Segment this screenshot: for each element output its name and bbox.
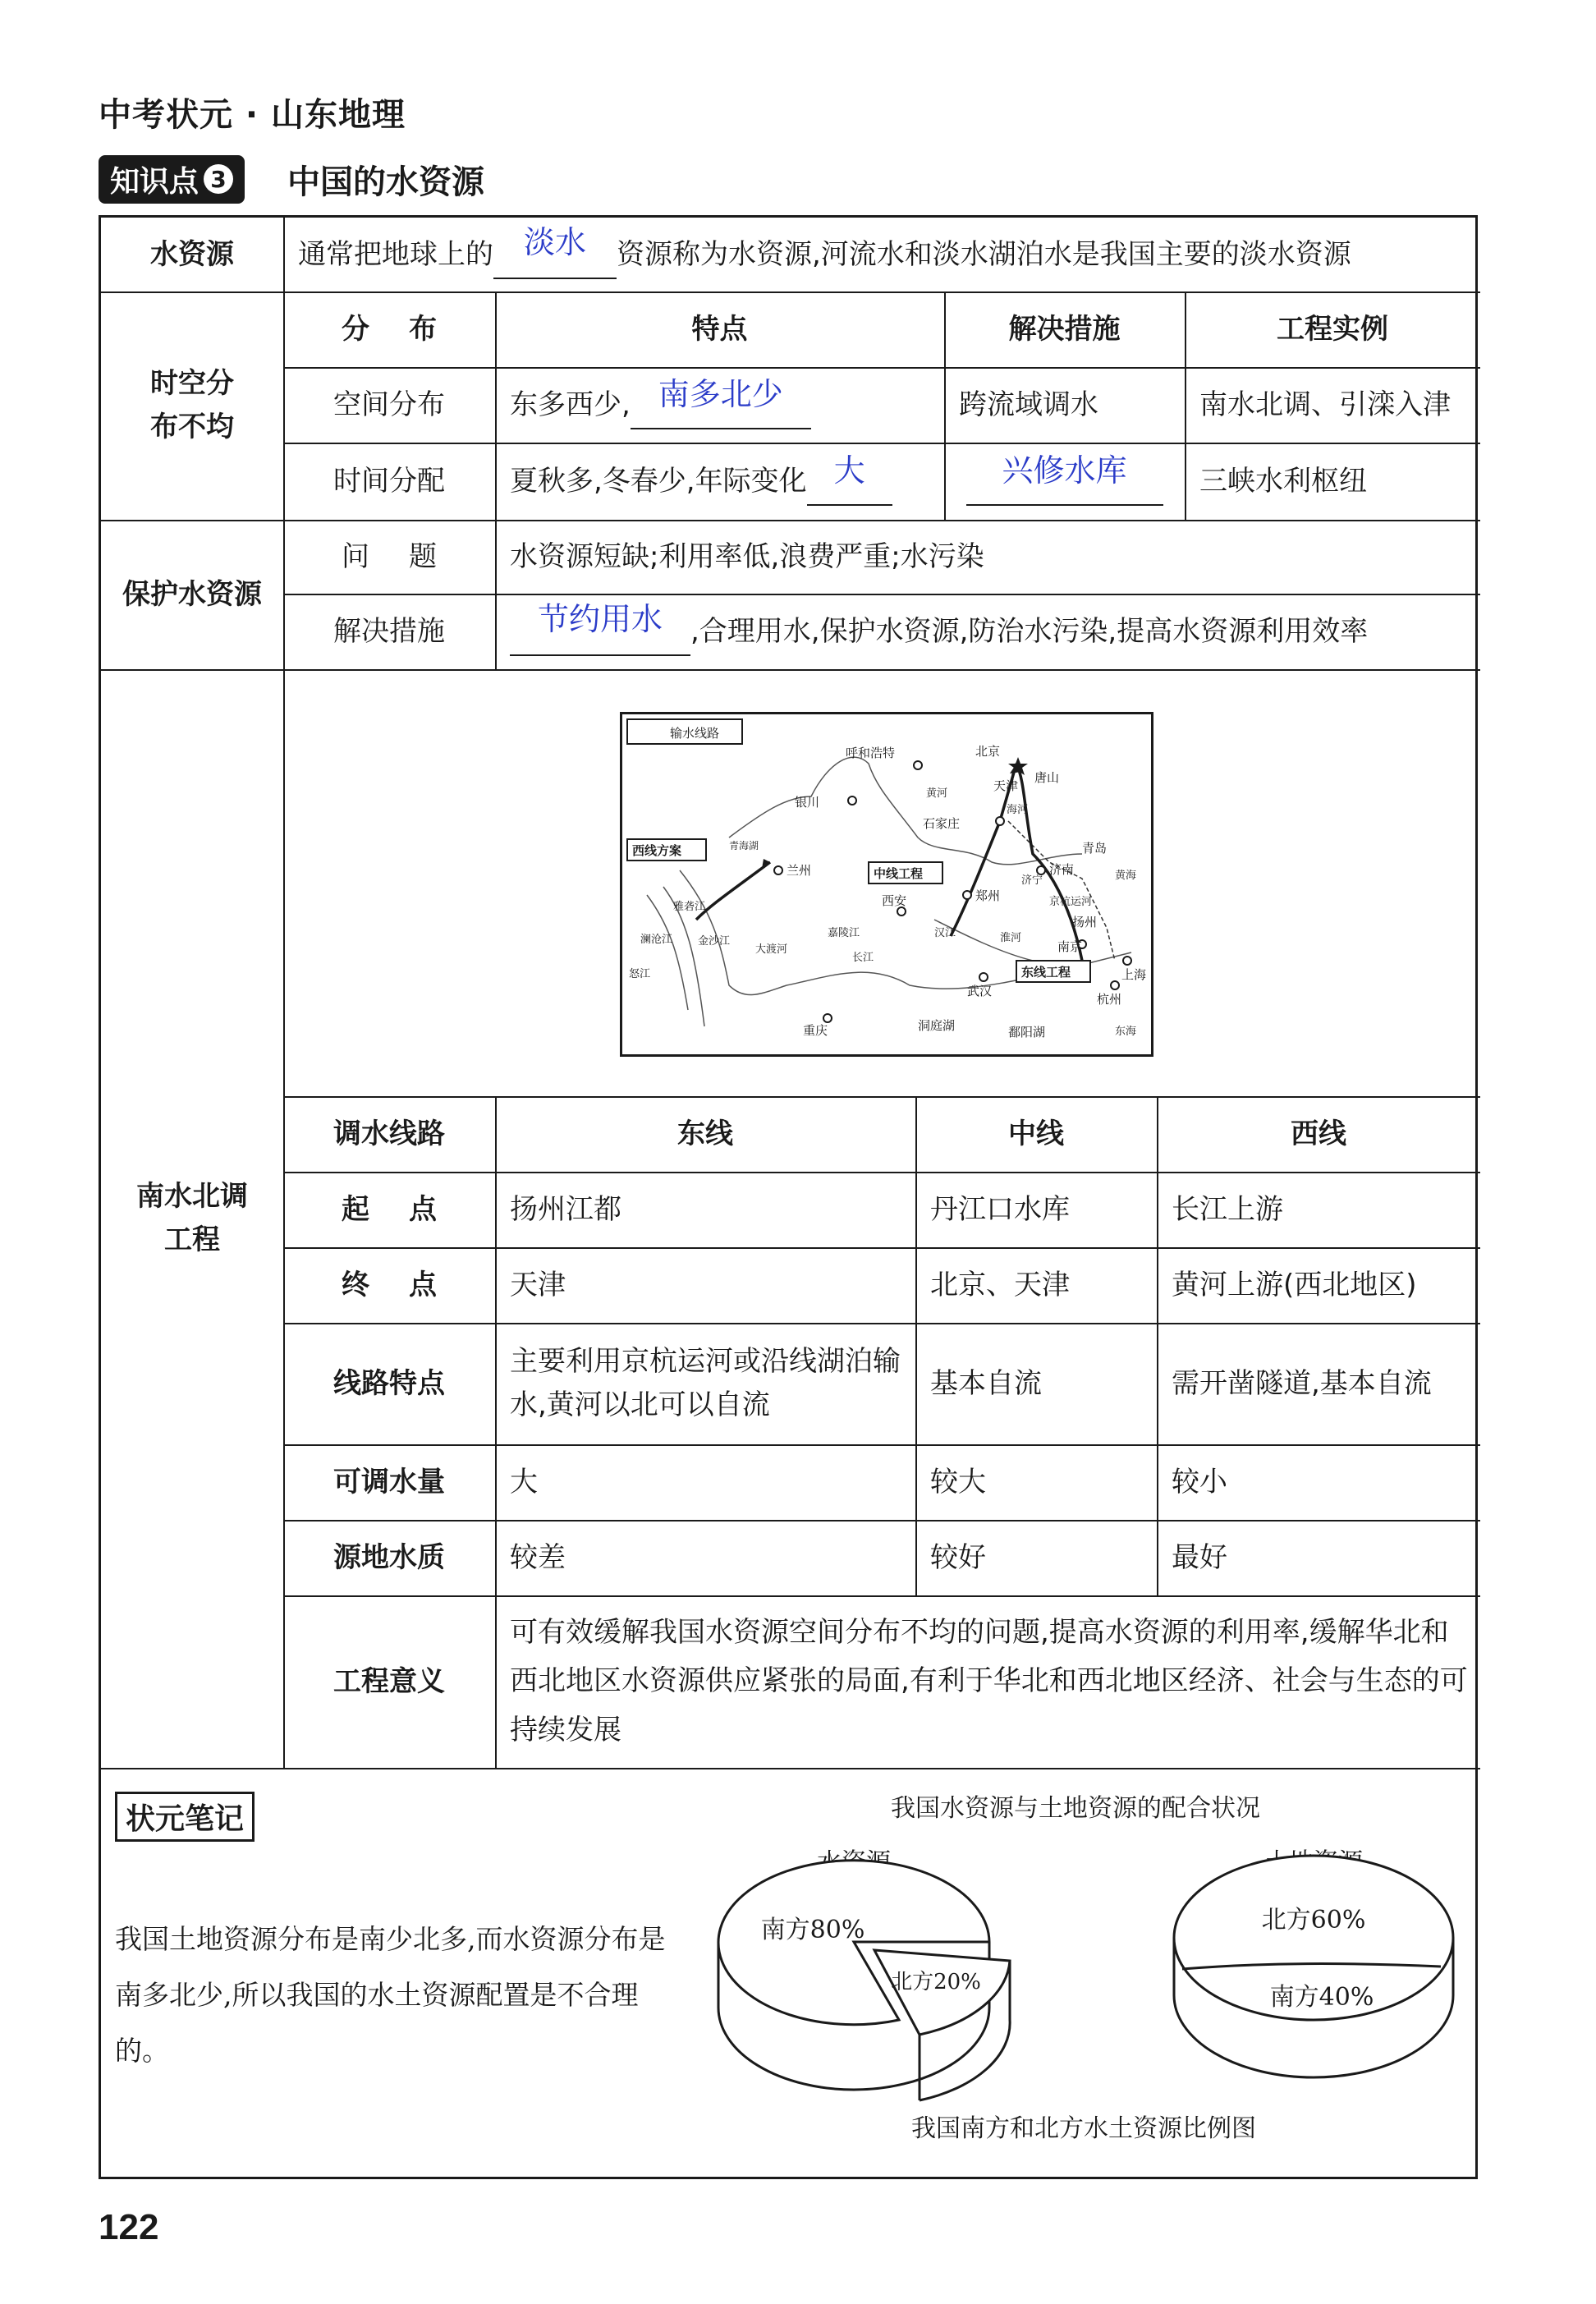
water-resources-label: 水资源 [150,237,234,271]
map-label-huai: 淮河 [1000,932,1022,944]
definition-text-after: 资源称为水资源,河流水和淡水湖泊水是我国主要的淡水资源 [617,237,1351,271]
problem-text: 水资源短缺;利用率低,浪费严重;水污染 [510,539,984,573]
city-dot-hohhot [914,761,922,769]
section-badge [99,155,245,204]
start-middle: 丹江口水库 [930,1192,1070,1226]
start-west: 长江上游 [1172,1192,1283,1226]
west-route-line [696,862,770,920]
transfer-label [101,669,283,1768]
city-dot-hangzhou [1111,981,1119,989]
section-number: 3 [204,164,233,194]
distribution-label-text: 时空分布不均 [150,367,234,443]
city-dot-chongqing [823,1014,832,1022]
map-label-chongqing: 重庆 [803,1023,828,1038]
problem-label: 问题 [342,539,476,573]
map-label-xian: 西安 [882,893,907,908]
map-label-poyang: 鄱阳湖 [1008,1025,1046,1040]
distribution-header-1: 特点 [691,312,748,346]
map-label-nanjing: 南京 [1057,939,1083,954]
water-south-value: 南方80% [760,1916,865,1944]
row-quality-label: 源地水质 [333,1540,445,1574]
note-tag: 状元笔记 [115,1792,255,1842]
temporal-feature-text: 夏秋多,冬春少,年际变化 [510,464,807,498]
map-label-yellow-river: 黄河 [926,787,948,800]
start-east: 扬州江都 [510,1192,621,1226]
significance-text: 可有效缓解我国水资源空间分布不均的问题,提高水资源的利用率,缓解华北和西北地区水资源供应紧张的局面,有利于华北和西北地区经济、社会与生态的可持续发展 [510,1615,1468,1746]
solution-text-body: ,合理用水,保护水资源,防治水污染,提高水资源利用效率 [690,614,1369,648]
distribution-header-2: 解决措施 [1008,312,1121,346]
map-label-east-sea: 东海 [1115,1026,1137,1038]
quality-east: 较差 [510,1540,566,1574]
solution-text [495,594,1480,669]
end-west: 黄河上游(西北地区) [1172,1268,1417,1301]
map-label-lanzhou: 兰州 [787,863,812,878]
map-label-yangtze: 长江 [852,952,874,964]
section-title: 中国的水资源 [287,163,485,201]
spatial-feature-answer: 南多北少 [658,375,783,412]
map-label-jinsha: 金沙江 [698,935,731,948]
spatial-example: 南水北调、引滦入津 [1199,388,1451,421]
map-label-yangzhou: 扬州 [1072,915,1098,929]
city-dot-lanzhou [774,866,782,874]
land-pie [1174,1856,1453,2077]
spatial-feature [495,367,944,443]
row-volume-label: 可调水量 [333,1465,445,1499]
definition-answer: 淡水 [523,223,586,260]
map-label-hohhot: 呼和浩特 [846,746,896,760]
map-label-grand-canal: 京杭运河 [1049,896,1093,908]
row-start-label: 起点 [342,1192,476,1226]
volume-west: 较小 [1172,1465,1227,1499]
end-middle: 北京、天津 [930,1268,1070,1301]
spatial-feature-text: 东多西少, [510,388,631,421]
temporal-feature-answer: 大 [833,452,865,489]
map-legend-label: 输水线路 [670,726,720,741]
map-label-tianjin: 天津 [993,778,1019,793]
city-dot-jinan [1037,866,1045,874]
transfer-header-0: 调水线路 [333,1117,445,1150]
map-label-qingdao: 青岛 [1082,841,1108,856]
note-text: 我国土地资源分布是南少北多,而水资源分布是南多北少,所以我国的水土资源配置是不合理的。 [115,1923,666,2067]
feature-east: 主要利用京杭运河或沿线湖泊输水,黄河以北可以自流 [510,1345,901,1421]
temporal-feature [495,443,944,520]
significance-label: 工程意义 [333,1664,445,1698]
water-north-value: 北方20% [891,1970,981,1994]
transfer-header-west: 西线 [1291,1117,1346,1150]
map-labels [627,719,1146,1040]
land-north-value: 北方60% [1261,1906,1366,1935]
definition-text-before: 通常把地球上的 [298,237,493,271]
solution-answer: 节约用水 [537,600,663,637]
city-dot-zhengzhou [963,891,971,899]
volume-middle: 较大 [930,1465,986,1499]
map-label-qinghai: 青海湖 [729,840,759,851]
map-label-lancang: 澜沧江 [640,934,673,946]
map-label-beijing: 北京 [975,744,1001,759]
page-number: 122 [99,2207,159,2247]
map-label-jinan: 济南 [1049,862,1075,877]
map-label-tangshan: 唐山 [1034,770,1060,785]
map-label-dongting: 洞庭湖 [918,1018,956,1033]
temporal-measure-answer: 兴修水库 [1002,452,1127,489]
map-label-shanghai: 上海 [1121,967,1147,982]
map-label-east: 东线工程 [1021,965,1071,980]
temporal-example: 三峡水利枢纽 [1199,464,1367,498]
map-cities [774,761,1131,1022]
section-badge-label: 知识点 [110,164,200,199]
row-route-feature-label: 线路特点 [333,1366,445,1400]
map-label-west: 西线方案 [632,843,682,858]
map-label-nu: 怒江 [629,968,651,980]
map-label-shijiazhuang: 石家庄 [923,816,961,831]
map-label-jining: 济宁 [1021,874,1043,887]
distribution-header-0: 分布 [342,312,476,346]
page-header: 中考状元 · 山东地理 [99,96,406,134]
temporal-measure [944,443,1185,520]
map-label-yalong: 雅砻江 [673,901,706,913]
spatial-distribution-label: 空间分布 [333,388,445,421]
feature-west: 需开凿隧道,基本自流 [1172,1366,1432,1400]
map-label-hangzhou: 杭州 [1097,992,1122,1007]
map-label-wuhan: 武汉 [967,984,993,998]
distribution-label [101,291,283,520]
city-dot-yinchuan [848,796,856,805]
city-dot-wuhan [979,973,988,981]
transfer-header-east: 东线 [677,1117,733,1150]
spatial-measure: 跨流域调水 [959,388,1098,421]
row-end-label: 终点 [342,1268,476,1301]
resource-pie-figure [690,1774,1470,2168]
quality-west: 最好 [1172,1540,1227,1574]
map-label-jialing: 嘉陵江 [828,927,860,939]
map-label-yellow-sea: 黄海 [1115,870,1137,882]
map-label-han: 汉江 [934,927,956,939]
map-svg [622,714,1151,1054]
map-label-middle: 中线工程 [874,866,924,881]
map-label-dadu: 大渡河 [755,943,788,956]
transfer-header-middle: 中线 [1008,1117,1064,1150]
map-label-yinchuan: 银川 [795,795,820,810]
yellow-river-path [729,757,1082,865]
end-east: 天津 [510,1268,566,1301]
section-heading [99,156,484,202]
pie-caption: 我国南方和北方水土资源比例图 [911,2114,1256,2143]
land-south-value: 南方40% [1269,1983,1374,2012]
water-resources-definition [283,218,1480,291]
solution-label: 解决措施 [333,614,445,648]
map-label-hai: 海河 [1007,804,1029,816]
volume-east: 大 [510,1465,538,1499]
distribution-header-3: 工程实例 [1277,312,1388,346]
protection-label: 保护水资源 [122,577,262,611]
map-label-zhengzhou: 郑州 [975,888,1001,903]
city-dot-shanghai [1123,957,1131,965]
temporal-distribution-label: 时间分配 [333,464,445,498]
pie-title: 我国水资源与土地资源的配合状况 [891,1794,1260,1823]
city-dot-xian [897,907,906,916]
transfer-label-text: 南水北调工程 [136,1180,248,1256]
transfer-route-map [620,712,1153,1057]
feature-middle: 基本自流 [930,1366,1042,1400]
quality-middle: 较好 [930,1540,986,1574]
city-dot-shijiazhuang [996,817,1004,825]
